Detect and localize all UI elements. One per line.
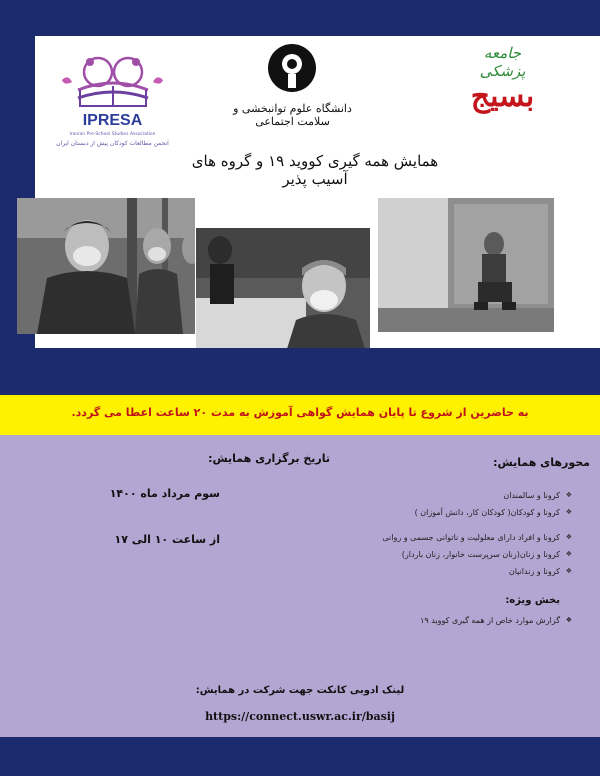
elderly-man-with-mask-photo: [196, 228, 370, 352]
top-navy-band: [0, 0, 600, 36]
diamond-bullet-icon: ❖: [565, 550, 572, 558]
basij-logo: [460, 44, 545, 154]
university-name: دانشگاه علوم توانبخشی و سلامت اجتماعی: [233, 102, 352, 128]
certificate-notice: به حاضرین از شروع تا پایان همایش گواهی آموزش به مدت ۲۰ ساعت اعطا می گردد.: [71, 406, 529, 419]
diamond-bullet-icon: ❖: [565, 567, 572, 575]
conference-title: همایش همه گیری کووید ۱۹ و گروه های آسیب پذیر: [191, 152, 439, 188]
ipresa-subtitle-en: Iranian Pre-School Studies Association: [69, 132, 156, 137]
info-panel: [0, 435, 600, 737]
axis-item-women: ❖ کرونا و زنان(زنان سرپرست خانوار، زنان باردار): [272, 546, 572, 563]
child-sitting-at-door-photo: [378, 198, 554, 332]
special-section-heading: بخش ویژه:: [505, 595, 560, 606]
special-section-item: ❖ گزارش موارد خاص از همه گیری کووید ۱۹: [260, 612, 572, 629]
basij-line2: بسیج: [470, 79, 535, 114]
axis-item-elderly: ❖ کرونا و سالمندان: [272, 487, 572, 504]
university-emblem-icon: [225, 40, 360, 98]
ipresa-children-icon: [50, 50, 175, 112]
diamond-bullet-icon: ❖: [565, 616, 572, 624]
bottom-navy-band: [0, 737, 600, 776]
schedule-date: سوم مرداد ماه ۱۴۰۰: [109, 487, 220, 500]
certificate-banner: [0, 395, 600, 435]
axes-list: [272, 487, 572, 580]
link-heading: لینک ادوبی کانکت جهت شرکت در همایش:: [195, 685, 405, 696]
axis-item-children: ❖ کرونا و کودکان( کودکان کار، دانش آموزان ): [272, 504, 572, 521]
middle-navy-band: [0, 348, 600, 395]
diamond-bullet-icon: ❖: [565, 533, 572, 541]
adobe-connect-link[interactable]: https://connect.uswr.ac.ir/basij: [205, 710, 395, 723]
corner-triangle: [530, 0, 565, 36]
axis-item-prisoners: ❖ کرونا و زندانیان: [272, 563, 572, 580]
schedule-time: از ساعت ۱۰ الی ۱۷: [114, 533, 220, 546]
diamond-bullet-icon: ❖: [565, 491, 572, 499]
university-logo: [225, 40, 360, 140]
ipresa-logo: [50, 50, 175, 160]
ipresa-subtitle-fa: انجمن مطالعات کودکان پیش از دبستان ایران: [56, 140, 169, 147]
axes-heading: محورهای همایش:: [493, 456, 590, 469]
basij-line1: جامعه پزشکی: [479, 44, 526, 80]
diamond-bullet-icon: ❖: [565, 508, 572, 516]
elderly-men-on-bus-photo: [17, 198, 195, 334]
axis-item-disability: ❖ کرونا و افراد دارای معلولیت و ناتوانی جسمی و روانی: [272, 529, 572, 546]
schedule-heading: تاریخ برگزاری همایش:: [208, 452, 330, 465]
ipresa-title: IPRESA: [82, 112, 143, 129]
